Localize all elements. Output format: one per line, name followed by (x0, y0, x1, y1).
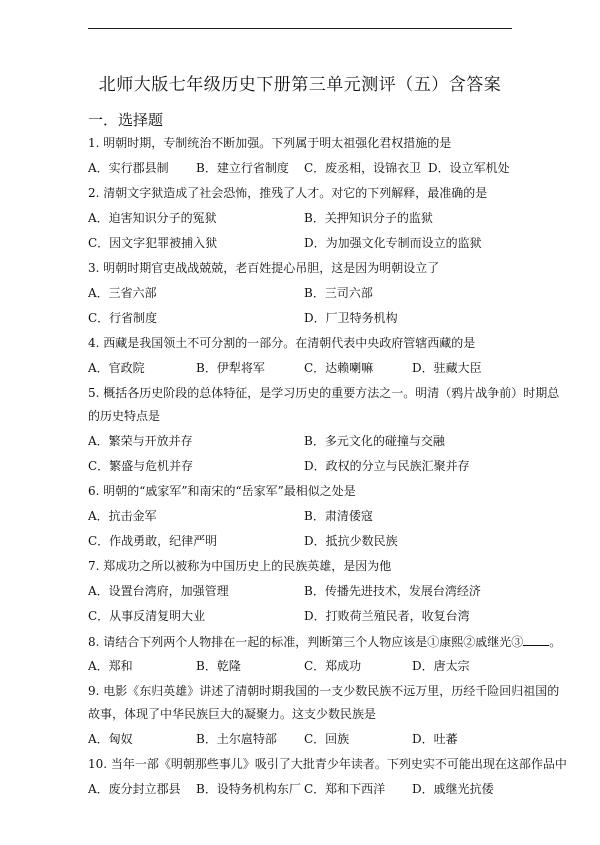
option-c: C．回族 (304, 732, 350, 746)
question-2-options-row1 (88, 211, 518, 226)
option-d: D．戚继光抗倭 (412, 782, 494, 796)
question-2-stem: 2. 清朝文字狱造成了社会恐怖，推残了人才。对它的下列解释，最准确的是 (88, 186, 488, 200)
option-a: A．迫害知识分子的冤狱 (88, 211, 217, 225)
question-5-options-row2 (88, 459, 518, 474)
page-title: 北师大版七年级历史下册第三单元测评（五）含答案 (98, 75, 502, 95)
question-3-stem: 3. 明朝时期官吏战战兢兢，老百姓提心吊胆，这是因为明朝设立了 (88, 261, 440, 275)
option-a: A．繁荣与开放并存 (88, 434, 193, 448)
option-a: A．设置台湾府，加强管理 (88, 584, 229, 598)
question-1-options (88, 161, 518, 176)
option-b: B．建立行省制度 (196, 161, 289, 175)
option-c: C．繁盛与危机并存 (88, 459, 194, 473)
option-a: A．官政院 (88, 361, 145, 375)
option-b: B．乾隆 (196, 659, 241, 673)
question-4-options (88, 361, 518, 376)
question-1-stem: 1. 明朝时期，专制统治不断加强。下列属于明太祖强化君权措施的是 (88, 136, 452, 150)
option-b: B．设特务机构东厂 (196, 782, 301, 796)
option-b: B．多元文化的碰撞与交融 (304, 434, 445, 448)
option-c: C．废丞相，设锦衣卫 (304, 161, 422, 175)
option-c: C．郑和下西洋 (304, 782, 386, 796)
option-a: A．三省六部 (88, 286, 157, 300)
option-d: D．抵抗少数民族 (304, 534, 398, 548)
question-4-stem: 4. 西藏是我国领土不可分割的一部分。在清朝代表中央政府管辖西藏的是 (88, 336, 476, 350)
answer-blank (523, 634, 549, 646)
option-b: B．土尔扈特部 (196, 732, 277, 746)
question-6-stem: 6. 明朝的“戚家军”和南宋的“岳家军”最相似之处是 (88, 484, 356, 498)
question-7-stem: 7. 郑成功之所以被称为中国历史上的民族英雄，是因为他 (88, 559, 392, 573)
option-c: C．郑成功 (304, 659, 362, 673)
question-5-stem-line2: 的历史特点是 (88, 409, 161, 423)
question-6-options-row1 (88, 509, 518, 524)
option-d: D．设立军机处 (428, 161, 510, 175)
question-9-stem-line2: 故事，体现了中华民族巨大的凝聚力。这支少数民族是 (88, 707, 377, 721)
question-10-options (88, 782, 518, 797)
header-rule (88, 28, 512, 29)
question-3-options-row1 (88, 286, 518, 301)
option-c: C．从事反清复明大业 (88, 609, 206, 623)
option-b: B．肃清倭寇 (304, 509, 373, 523)
question-9-options (88, 732, 518, 747)
option-d: D．驻藏大臣 (412, 361, 482, 375)
option-b: B．关押知识分子的监狱 (304, 211, 433, 225)
question-5-options-row1 (88, 434, 518, 449)
question-8-stem (88, 634, 562, 650)
question-7-options-row2 (88, 609, 518, 624)
option-b: B．传播先进技术，发展台湾经济 (304, 584, 481, 598)
option-d: D．打败荷兰殖民者，收复台湾 (304, 609, 470, 623)
option-a: A．郑和 (88, 659, 133, 673)
option-d: D．唐太宗 (412, 659, 470, 673)
question-8-options (88, 659, 518, 674)
option-a: A．抗击金军 (88, 509, 157, 523)
option-c: C．因文字犯罪被捕入狱 (88, 236, 218, 250)
option-d: D．为加强文化专制而设立的监狱 (304, 236, 482, 250)
question-8-stem-text: 8. 请结合下列两个人物排在一起的标准，判断第三个人物应该是①康熙②戚继光③ (88, 635, 524, 649)
option-a: A．废分封立郡县 (88, 782, 181, 796)
question-9-stem-line1: 9. 电影《东归英雄》讲述了清朝时期我国的一支少数民族不远万里，历经千险回归祖国的 (88, 684, 560, 698)
option-b: B．三司六部 (304, 286, 373, 300)
option-a: A．匈奴 (88, 732, 133, 746)
question-2-options-row2 (88, 236, 518, 251)
option-c: C．作战勇敢，纪律严明 (88, 534, 218, 548)
option-d: D．厂卫特务机构 (304, 311, 398, 325)
question-7-options-row1 (88, 584, 518, 599)
question-3-options-row2 (88, 311, 518, 326)
option-d: D．政权的分立与民族汇聚并存 (304, 459, 470, 473)
option-b: B．伊犁将军 (196, 361, 265, 375)
question-8-stem-end: 。 (549, 635, 562, 649)
option-d: D．吐蕃 (412, 732, 458, 746)
option-c: C．行省制度 (88, 311, 158, 325)
question-10-stem: 10. 当年一部《明朝那些事儿》吸引了大批青少年读者。下列史实不可能出现在这部作品中 (88, 757, 567, 771)
question-5-stem-line1: 5. 概括各历史阶段的总体特征，是学习历史的重要方法之一。明清（鸦片战争前）时期总 (88, 386, 560, 400)
section-heading: 一．选择题 (88, 111, 164, 129)
question-6-options-row2 (88, 534, 518, 549)
option-c: C．达赖喇嘛 (304, 361, 374, 375)
option-a: A．实行郡县制 (88, 161, 169, 175)
